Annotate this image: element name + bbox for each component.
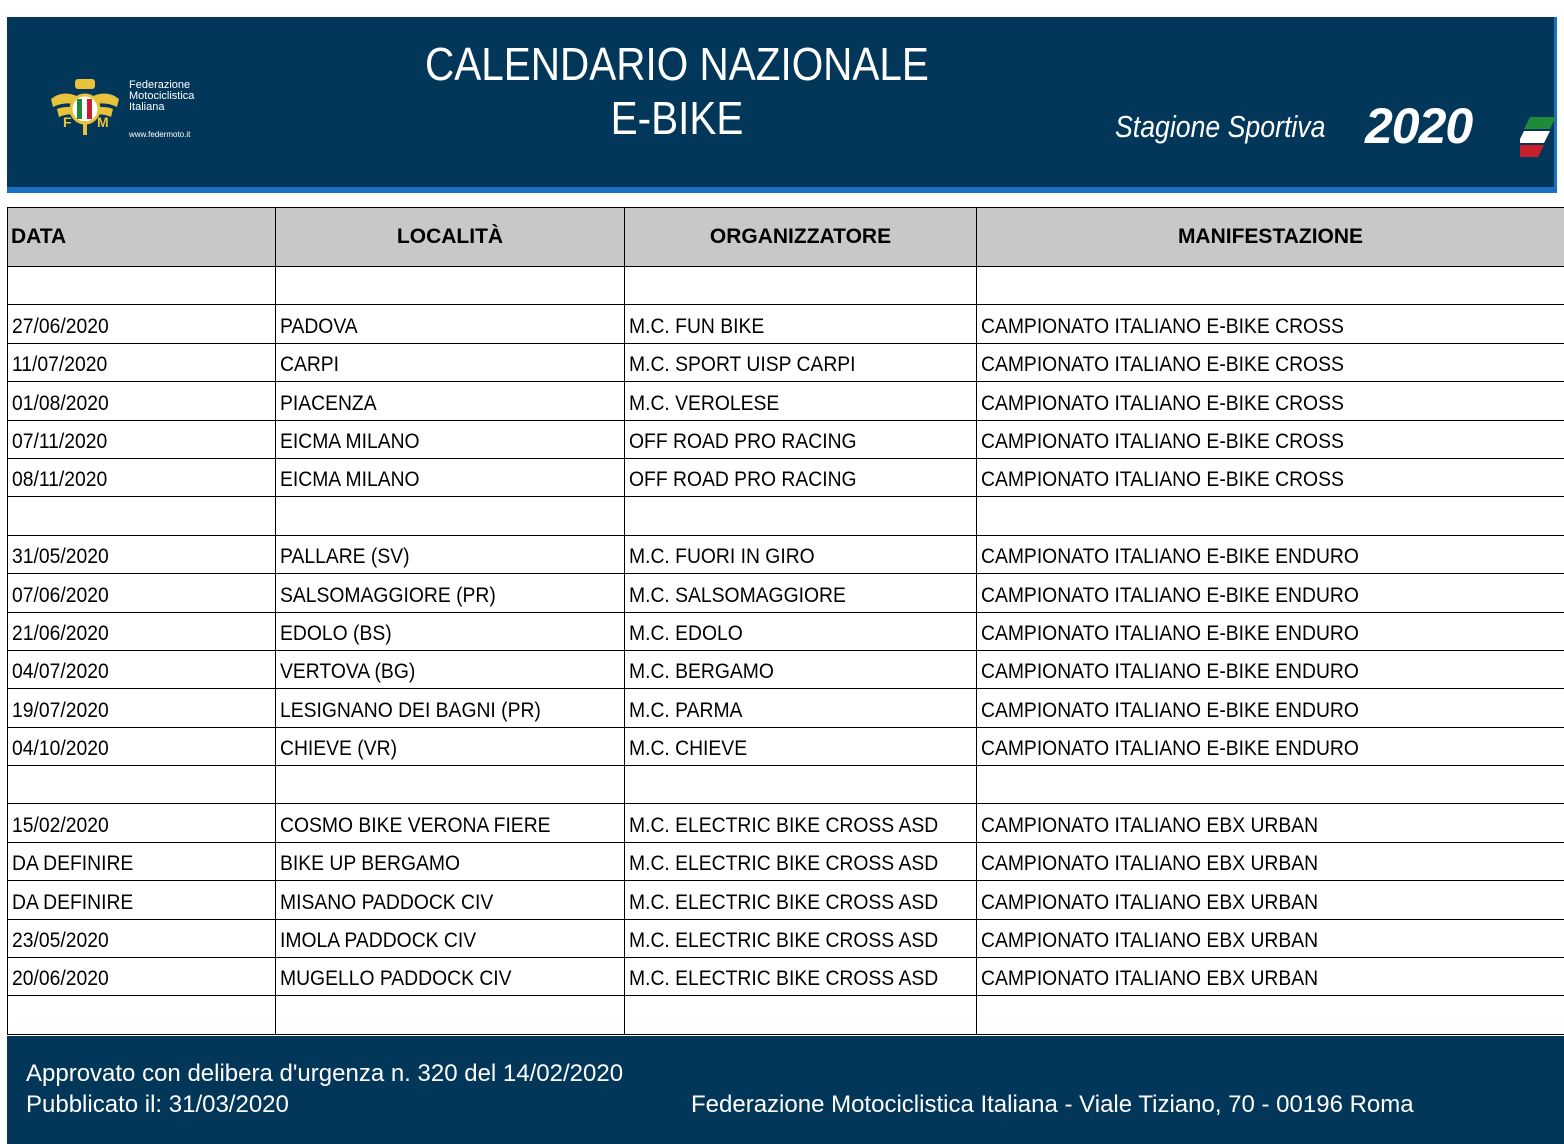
cell-localita-text: CARPI — [280, 353, 340, 377]
cell-organizzatore — [625, 881, 977, 919]
cell-manifestazione — [977, 804, 1564, 842]
cell-manifestazione — [977, 458, 1564, 496]
cell-manifestazione — [977, 689, 1564, 727]
cell-data — [8, 689, 276, 727]
cell-localita — [276, 842, 625, 880]
cell-organizzatore — [625, 804, 977, 842]
cell-data — [8, 958, 276, 996]
cell-manifestazione-text: CAMPIONATO ITALIANO E-BIKE ENDURO — [981, 545, 1359, 569]
cell-localita-text: EDOLO (BS) — [280, 621, 392, 645]
table-row — [8, 382, 1564, 420]
cell-manifestazione-text: CAMPIONATO ITALIANO EBX URBAN — [981, 890, 1319, 914]
cell-organizzatore-text: M.C. EDOLO — [629, 621, 743, 645]
cell-localita-text: IMOLA PADDOCK CIV — [280, 929, 477, 953]
table-row — [8, 574, 1564, 612]
cell-localita-text: VERTOVA (BG) — [280, 660, 416, 684]
cell-organizzatore-text: M.C. ELECTRIC BIKE CROSS ASD — [629, 890, 939, 914]
approval-text: Approvato con delibera d'urgenza n. 320 del 14/02/2020 — [26, 1060, 624, 1087]
cell-data — [8, 766, 276, 804]
calendar-table — [7, 207, 1564, 1035]
cell-localita-text: EICMA MILANO — [280, 468, 420, 492]
cell-data-text: 15/02/2020 — [12, 813, 109, 837]
cell-data-text: 19/07/2020 — [12, 698, 109, 722]
cell-manifestazione-text: CAMPIONATO ITALIANO E-BIKE ENDURO — [981, 660, 1359, 684]
cell-data-text: 07/11/2020 — [12, 429, 108, 453]
table-header-row — [8, 208, 1564, 267]
cell-localita-text: SALSOMAGGIORE (PR) — [280, 583, 496, 607]
logo-text — [129, 80, 194, 113]
cell-organizzatore-text: M.C. PARMA — [629, 698, 743, 722]
table-row — [8, 766, 1564, 804]
cell-organizzatore — [625, 305, 977, 343]
cell-localita — [276, 420, 625, 458]
column-header-data: DATA — [8, 208, 276, 267]
cell-data — [8, 881, 276, 919]
cell-manifestazione-text: CAMPIONATO ITALIANO E-BIKE ENDURO — [981, 583, 1359, 607]
cell-manifestazione — [977, 650, 1564, 688]
season-year: 2020 — [1365, 98, 1473, 154]
cell-manifestazione-text: CAMPIONATO ITALIANO E-BIKE ENDURO — [981, 698, 1359, 722]
table-row — [8, 267, 1564, 305]
cell-organizzatore — [625, 689, 977, 727]
table-row — [8, 343, 1564, 381]
cell-localita-text: MISANO PADDOCK CIV — [280, 890, 494, 914]
cell-manifestazione — [977, 535, 1564, 573]
cell-manifestazione — [977, 497, 1564, 535]
cell-organizzatore-text: M.C. FUORI IN GIRO — [629, 545, 815, 569]
cell-localita-text: PALLARE (SV) — [280, 545, 410, 569]
cell-organizzatore — [625, 958, 977, 996]
cell-localita — [276, 535, 625, 573]
table-row — [8, 650, 1564, 688]
fmi-logo — [49, 75, 219, 145]
cell-manifestazione — [977, 881, 1564, 919]
cell-localita-text: PADOVA — [280, 314, 358, 338]
cell-data — [8, 458, 276, 496]
cell-manifestazione — [977, 382, 1564, 420]
cell-localita — [276, 650, 625, 688]
cell-manifestazione-text: CAMPIONATO ITALIANO E-BIKE CROSS — [981, 314, 1344, 338]
cell-organizzatore-text: OFF ROAD PRO RACING — [629, 468, 857, 492]
cell-data-text: 20/06/2020 — [12, 967, 109, 991]
cell-organizzatore — [625, 420, 977, 458]
cell-manifestazione — [977, 343, 1564, 381]
season-badge — [1115, 97, 1555, 157]
cell-data-text: 23/05/2020 — [12, 929, 109, 953]
cell-data — [8, 650, 276, 688]
cell-manifestazione-text: CAMPIONATO ITALIANO E-BIKE CROSS — [981, 353, 1344, 377]
cell-organizzatore-text: M.C. FUN BIKE — [629, 314, 765, 338]
cell-data-text: 11/07/2020 — [12, 353, 108, 377]
cell-organizzatore — [625, 458, 977, 496]
cell-localita — [276, 727, 625, 765]
logo-line-3: Italiana — [129, 101, 165, 113]
cell-manifestazione-text: CAMPIONATO ITALIANO EBX URBAN — [981, 852, 1319, 876]
cell-manifestazione — [977, 727, 1564, 765]
cell-manifestazione — [977, 766, 1564, 804]
cell-organizzatore — [625, 842, 977, 880]
cell-organizzatore-text: M.C. SALSOMAGGIORE — [629, 583, 846, 607]
cell-localita — [276, 343, 625, 381]
cell-organizzatore-text: M.C. VEROLESE — [629, 391, 780, 415]
cell-data — [8, 343, 276, 381]
column-header-localita: LOCALITÀ — [276, 208, 625, 267]
footer-banner — [7, 1036, 1564, 1144]
cell-localita — [276, 497, 625, 535]
cell-data — [8, 267, 276, 305]
logo-line-2: Motociclistica — [129, 90, 195, 102]
table-row — [8, 842, 1564, 880]
table-row — [8, 996, 1564, 1034]
cell-manifestazione-text: CAMPIONATO ITALIANO E-BIKE ENDURO — [981, 621, 1359, 645]
svg-text:F: F — [63, 114, 72, 130]
cell-manifestazione — [977, 842, 1564, 880]
cell-data-text: DA DEFINIRE — [12, 852, 134, 876]
cell-data-text: 04/07/2020 — [12, 660, 109, 684]
cell-localita-text: LESIGNANO DEI BAGNI (PR) — [280, 698, 541, 722]
cell-data-text: 27/06/2020 — [12, 314, 109, 338]
cell-localita — [276, 881, 625, 919]
cell-organizzatore — [625, 919, 977, 957]
cell-organizzatore — [625, 343, 977, 381]
cell-localita-text: BIKE UP BERGAMO — [280, 852, 461, 876]
table-row — [8, 804, 1564, 842]
cell-data — [8, 535, 276, 573]
cell-localita — [276, 574, 625, 612]
cell-data — [8, 842, 276, 880]
cell-organizzatore — [625, 650, 977, 688]
logo-line-1: Federazione — [129, 79, 191, 91]
cell-organizzatore — [625, 766, 977, 804]
cell-organizzatore-text: M.C. BERGAMO — [629, 660, 774, 684]
cell-manifestazione-text: CAMPIONATO ITALIANO EBX URBAN — [981, 813, 1319, 837]
cell-data-text: DA DEFINIRE — [12, 890, 134, 914]
cell-localita — [276, 689, 625, 727]
cell-localita — [276, 267, 625, 305]
table-row — [8, 535, 1564, 573]
cell-localita — [276, 804, 625, 842]
cell-data — [8, 382, 276, 420]
cell-manifestazione-text: CAMPIONATO ITALIANO E-BIKE CROSS — [981, 468, 1344, 492]
cell-manifestazione — [977, 958, 1564, 996]
cell-data — [8, 804, 276, 842]
header-banner — [7, 17, 1557, 193]
cell-manifestazione — [977, 996, 1564, 1034]
cell-organizzatore — [625, 382, 977, 420]
federation-address: Federazione Motociclistica Italiana - Viale Tiziano, 70 - 00196 Roma — [691, 1091, 1414, 1118]
cell-organizzatore — [625, 267, 977, 305]
table-row — [8, 919, 1564, 957]
cell-organizzatore — [625, 535, 977, 573]
cell-localita — [276, 958, 625, 996]
cell-localita — [276, 382, 625, 420]
table-row — [8, 881, 1564, 919]
table-row — [8, 689, 1564, 727]
published-date: Pubblicato il: 31/03/2020 — [26, 1091, 289, 1118]
table-row — [8, 305, 1564, 343]
column-header-organizzatore: ORGANIZZATORE — [625, 208, 977, 267]
title-line-2: E-BIKE — [610, 92, 744, 144]
table-row — [8, 458, 1564, 496]
cell-data — [8, 497, 276, 535]
italian-flag-icon — [1520, 117, 1556, 157]
cell-localita-text: EICMA MILANO — [280, 429, 420, 453]
cell-data — [8, 420, 276, 458]
column-header-manifestazione: MANIFESTAZIONE — [977, 208, 1564, 267]
cell-data-text: 08/11/2020 — [12, 468, 108, 492]
cell-manifestazione — [977, 612, 1564, 650]
cell-manifestazione-text: CAMPIONATO ITALIANO E-BIKE CROSS — [981, 391, 1344, 415]
cell-localita — [276, 305, 625, 343]
cell-data — [8, 727, 276, 765]
cell-manifestazione — [977, 305, 1564, 343]
cell-data — [8, 574, 276, 612]
cell-manifestazione-text: CAMPIONATO ITALIANO E-BIKE ENDURO — [981, 737, 1359, 761]
cell-manifestazione — [977, 420, 1564, 458]
cell-data — [8, 919, 276, 957]
cell-localita — [276, 996, 625, 1034]
page-title — [369, 37, 985, 145]
cell-localita — [276, 766, 625, 804]
cell-manifestazione-text: CAMPIONATO ITALIANO E-BIKE CROSS — [981, 429, 1344, 453]
table-row — [8, 958, 1564, 996]
fmi-emblem-icon — [49, 75, 121, 137]
cell-localita-text: CHIEVE (VR) — [280, 737, 398, 761]
cell-data-text: 07/06/2020 — [12, 583, 109, 607]
cell-localita-text: COSMO BIKE VERONA FIERE — [280, 813, 551, 837]
cell-manifestazione-text: CAMPIONATO ITALIANO EBX URBAN — [981, 929, 1319, 953]
table-row — [8, 497, 1564, 535]
cell-manifestazione — [977, 267, 1564, 305]
cell-organizzatore — [625, 612, 977, 650]
cell-data — [8, 996, 276, 1034]
cell-manifestazione — [977, 574, 1564, 612]
cell-organizzatore — [625, 574, 977, 612]
cell-organizzatore-text: OFF ROAD PRO RACING — [629, 429, 857, 453]
cell-data-text: 01/08/2020 — [12, 391, 109, 415]
cell-localita — [276, 919, 625, 957]
cell-organizzatore-text: M.C. CHIEVE — [629, 737, 748, 761]
cell-organizzatore-text: M.C. SPORT UISP CARPI — [629, 353, 856, 377]
cell-data-text: 21/06/2020 — [12, 621, 109, 645]
cell-localita-text: MUGELLO PADDOCK CIV — [280, 967, 512, 991]
cell-data-text: 04/10/2020 — [12, 737, 109, 761]
cell-organizzatore — [625, 727, 977, 765]
cell-organizzatore — [625, 497, 977, 535]
cell-data — [8, 612, 276, 650]
cell-organizzatore-text: M.C. ELECTRIC BIKE CROSS ASD — [629, 967, 939, 991]
title-line-1: CALENDARIO NAZIONALE — [425, 38, 929, 90]
svg-text:M: M — [97, 114, 109, 130]
cell-organizzatore-text: M.C. ELECTRIC BIKE CROSS ASD — [629, 929, 939, 953]
cell-data-text: 31/05/2020 — [12, 545, 109, 569]
cell-organizzatore — [625, 996, 977, 1034]
cell-organizzatore-text: M.C. ELECTRIC BIKE CROSS ASD — [629, 852, 939, 876]
cell-manifestazione — [977, 919, 1564, 957]
table-row — [8, 420, 1564, 458]
table-row — [8, 612, 1564, 650]
table-row — [8, 727, 1564, 765]
cell-organizzatore-text: M.C. ELECTRIC BIKE CROSS ASD — [629, 813, 939, 837]
table-body — [8, 267, 1564, 1035]
cell-localita-text: PIACENZA — [280, 391, 377, 415]
cell-manifestazione-text: CAMPIONATO ITALIANO EBX URBAN — [981, 967, 1319, 991]
calendar-table-wrap — [7, 207, 1564, 1035]
cell-localita — [276, 458, 625, 496]
cell-data — [8, 305, 276, 343]
logo-url: www.federmoto.it — [129, 130, 191, 139]
cell-localita — [276, 612, 625, 650]
season-label: Stagione Sportiva — [1115, 109, 1326, 144]
